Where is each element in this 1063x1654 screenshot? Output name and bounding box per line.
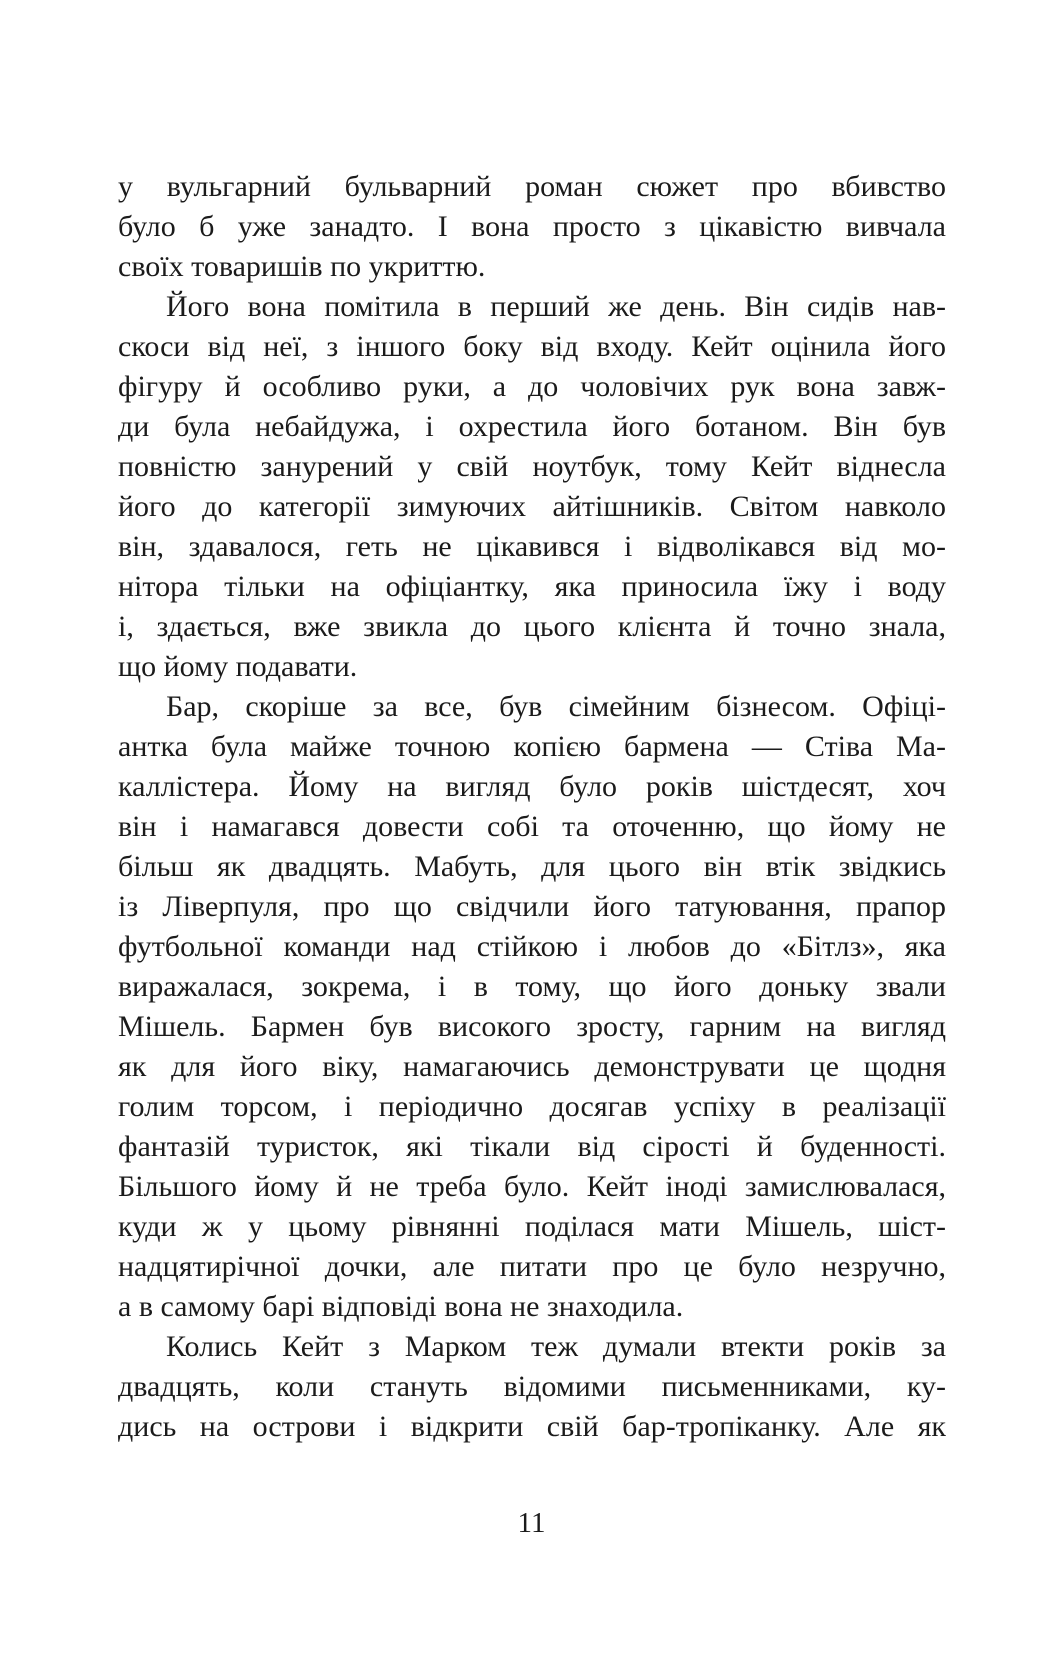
text-line: він і намагався довести собі та оточенню, що йому не [118, 810, 946, 843]
text-line: його до категорії зимуючих айтішників. Світом навколо [118, 490, 946, 523]
text-line: Мішель. Бармен був високого зросту, гарним на вигляд [118, 1010, 946, 1043]
paragraph [118, 1327, 946, 1447]
text-line: Його вона помітила в перший же день. Він сидів нав- [166, 290, 946, 323]
paragraph [118, 287, 946, 687]
text-line: у вульгарний бульварний роман сюжет про вбивство [118, 170, 946, 203]
text-line: каллістера. Йому на вигляд було років шістдесят, хоч [118, 770, 946, 803]
text-line: Більшого йому й не треба було. Кейт іноді замислювалася, [118, 1170, 946, 1203]
text-line: футбольної команди над стійкою і любов до «Бітлз», яка [118, 930, 946, 963]
text-line: фантазій туристок, які тікали від сірості й буденності. [118, 1130, 946, 1163]
text-line: голим торсом, і періодично досягав успіху в реалізації [118, 1090, 946, 1123]
text-line: як для його віку, намагаючись демонструвати це щодня [118, 1050, 946, 1083]
text-line: а в самому барі відповіді вона не знаходила. [118, 1290, 684, 1323]
text-line: що йому подавати. [118, 650, 358, 683]
text-block [118, 167, 946, 1447]
text-line: Колись Кейт з Марком теж думали втекти років за [166, 1330, 946, 1363]
text-line: надцятирічної дочки, але питати про це було незручно, [118, 1250, 946, 1283]
text-line: скоси від неї, з іншого боку від входу. Кейт оцінила його [118, 330, 946, 363]
text-line: ди була небайдужа, і охрестила його ботаном. Він був [118, 410, 946, 443]
text-line: двадцять, коли стануть відомими письменниками, ку- [118, 1370, 946, 1403]
text-line: куди ж у цьому рівнянні поділася мати Мішель, шіст- [118, 1210, 946, 1243]
text-line: повністю занурений у свій ноутбук, тому Кейт віднесла [118, 450, 946, 483]
text-line: Бар, скоріше за все, був сімейним бізнесом. Офіці- [166, 690, 946, 723]
paragraph [118, 167, 946, 287]
page-number: 11 [517, 1507, 546, 1539]
text-line: антка була майже точною копією бармена — Стіва Ма- [118, 730, 946, 763]
text-line: більш як двадцять. Мабуть, для цього він втік звідкись [118, 850, 946, 883]
text-line: було б уже занадто. І вона просто з цікавістю вивчала [118, 210, 946, 243]
paragraph [118, 687, 946, 1327]
text-line: він, здавалося, геть не цікавився і відволікався від мо- [118, 530, 946, 563]
text-line: і, здається, вже звикла до цього клієнта й точно знала, [118, 610, 946, 643]
text-line: дись на острови і відкрити свій бар-тропіканку. Але як [118, 1410, 946, 1443]
text-line: із Ліверпуля, про що свідчили його татуювання, прапор [118, 890, 946, 923]
text-line: нітора тільки на офіціантку, яка приносила їжу і воду [118, 570, 946, 603]
text-line: фігуру й особливо руки, а до чоловічих рук вона завж- [118, 370, 946, 403]
text-line: своїх товаришів по укриттю. [118, 250, 486, 283]
text-line: виражалася, зокрема, і в тому, що його доньку звали [118, 970, 946, 1003]
